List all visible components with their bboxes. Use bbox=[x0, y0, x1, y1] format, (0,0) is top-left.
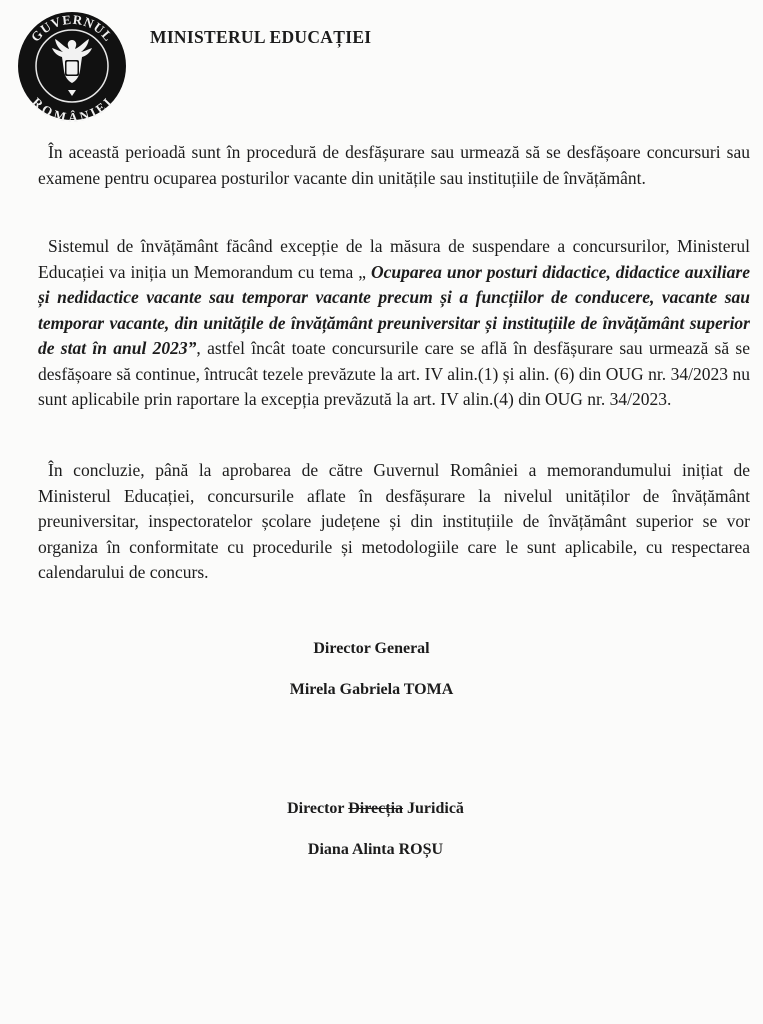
paragraph-3-text: În concluzie, până la aprobarea de către Guvernul României a memorandumului inițiat de Ministerul Educației, concursurile aflate în desfășurare la nivelul unităților de învățământ preuniversitar, inspectoratelor școlare județene și din instituțiile de învățământ superior se vor organiza în conformitate cu procedurile și metodologiile care le sunt aplicabile, cu respectarea calendarului de concurs. bbox=[38, 460, 750, 582]
paragraph-2-intro: Sistemul de învățământ făcând excepție de la măsura de suspendare a concursurilor, Ministerul Educației va iniția un Memorandum cu tema „ bbox=[38, 236, 750, 282]
memorandum-title: Ocuparea unor posturi didactice, didactice auxiliare și nedidactice vacante sau temporar vacante precum și a funcțiilor de conducere, vacante sau temporar vacante, din unitățile de învățământ preuniversitar și instituțiile de învățământ superior de stat în anul 2023” bbox=[38, 261, 750, 358]
paragraph-1 bbox=[38, 140, 750, 191]
government-seal-logo bbox=[16, 10, 128, 122]
director-general-title: Director General bbox=[313, 640, 430, 657]
paragraph-1-text: În această perioadă sunt în procedură de desfășurare sau urmează să se desfășoare concursuri sau examene pentru ocuparea posturilor vacante din unitățile sau instituțiile de învățământ. bbox=[38, 142, 750, 188]
legal-director-title-part-c: Juridică bbox=[403, 800, 464, 817]
legal-director-title bbox=[0, 800, 757, 818]
legal-director-name: Diana Alinta ROȘU bbox=[307, 841, 444, 858]
director-general-name: Mirela Gabriela TOMA bbox=[289, 681, 454, 698]
legal-director-title-struck: Direcția bbox=[348, 800, 404, 817]
paragraph-2 bbox=[38, 234, 750, 413]
svg-text:ROMÂNIEI: ROMÂNIEI bbox=[29, 94, 116, 122]
paragraph-2-conclusion: , astfel încât toate concursurile care se află în desfășurare sau urmează să se desfășoare să continue, întrucât tezele prevăzute la art. IV alin.(1) și alin. (6) din OUG nr. 34/2023 nu sunt aplicabile prin raportare la excepția prevăzută la art. IV alin.(4) din OUG nr. 34/2023. bbox=[38, 338, 750, 409]
legal-director-title-part-a: Director bbox=[287, 800, 349, 817]
svg-text:GUVERNUL: GUVERNUL bbox=[27, 11, 117, 45]
paragraph-3 bbox=[38, 458, 750, 586]
ministry-name: MINISTERUL EDUCAȚIEI bbox=[150, 27, 372, 47]
